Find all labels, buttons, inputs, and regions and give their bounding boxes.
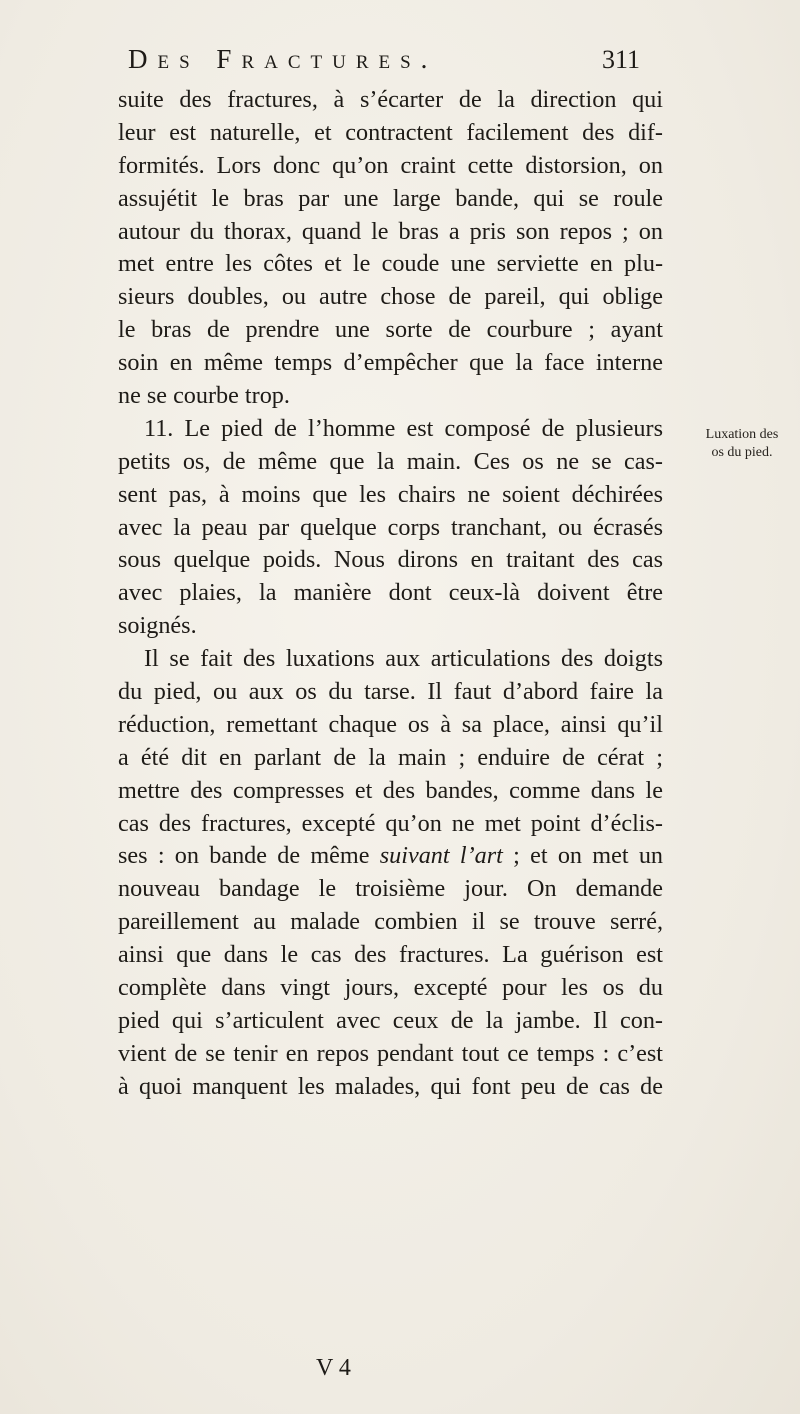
text-line: formités. Lors donc qu’on craint cette distorsion, on <box>118 151 663 179</box>
text-line: suite des fractures, à s’écarter de la direction qui <box>118 86 663 113</box>
text-line: leur est naturelle, et contractent facilement des dif- <box>118 118 663 146</box>
text-line: soignés. <box>118 612 197 640</box>
text-line: sent pas, à moins que les chairs ne soient déchirées <box>118 480 663 508</box>
text-line: soin en même temps d’empêcher que la face interne <box>118 349 663 377</box>
text-line: complète dans vingt jours, excepté pour les os du <box>118 974 663 1002</box>
margin-note-line: os du pied. <box>711 445 773 460</box>
margin-note <box>692 426 792 462</box>
text-line: assujétit le bras par une large bande, qui se roule <box>118 184 663 212</box>
text-line: a été dit en parlant de la main ; enduire de cérat ; <box>118 743 663 771</box>
text-line: pareillement au malade combien il se trouve serré, <box>118 908 663 936</box>
text-line: met entre les côtes et le coude une serviette en plu- <box>118 250 663 278</box>
page-number: 311 <box>601 45 640 74</box>
text-line: mettre des compresses et des bandes, comme dans le <box>118 776 663 804</box>
text-line: petits os, de même que la main. Ces os ne se cas- <box>118 447 663 475</box>
text-line: ainsi que dans le cas des fractures. La guérison est <box>118 941 663 969</box>
text-line: avec plaies, la manière dont ceux-là doivent être <box>118 579 663 607</box>
text-line: pied qui s’articulent avec ceux de la jambe. Il con- <box>118 1006 663 1034</box>
margin-note-line: Luxation des <box>705 427 779 442</box>
text-segment: ses : on bande de même <box>118 842 370 870</box>
text-line: vient de se tenir en repos pendant tout ce temps : c’est <box>118 1039 663 1067</box>
text-line: nouveau bandage le troisième jour. On demande <box>118 875 663 903</box>
signature-mark: V 4 <box>316 1355 351 1381</box>
text-line: le bras de prendre une sorte de courbure ; ayant <box>118 316 663 344</box>
running-head <box>128 44 640 86</box>
text-line: réduction, remettant chaque os à sa place, ainsi qu’il <box>118 710 663 738</box>
text-line: cas des fractures, excepté qu’on ne met point d’éclis- <box>118 809 663 837</box>
text-line: ne se courbe trop. <box>118 382 290 410</box>
text-line: avec la peau par quelque corps tranchant, ou écrasés <box>118 513 663 541</box>
text-line: autour du thorax, quand le bras a pris son repos ; on <box>118 217 663 245</box>
text-line-with-italic <box>118 840 663 873</box>
text-line: sous quelque poids. Nous dirons en traitant des cas <box>118 546 663 574</box>
text-segment: ; et on met un <box>513 842 664 870</box>
text-line: sieurs doubles, ou autre chose de pareil, qui oblige <box>118 283 663 311</box>
body-text <box>118 84 663 1104</box>
italic-phrase: suivant l’art <box>379 842 503 870</box>
running-head-title: Des Fractures. <box>128 44 438 74</box>
text-line: Il se fait des luxations aux articulations des doigts <box>144 645 663 673</box>
text-line: à quoi manquent les malades, qui font peu de cas de <box>118 1072 663 1100</box>
text-line: du pied, ou aux os du tarse. Il faut d’abord faire la <box>118 678 663 706</box>
text-line: 11. Le pied de l’homme est composé de plusieurs <box>144 414 663 442</box>
